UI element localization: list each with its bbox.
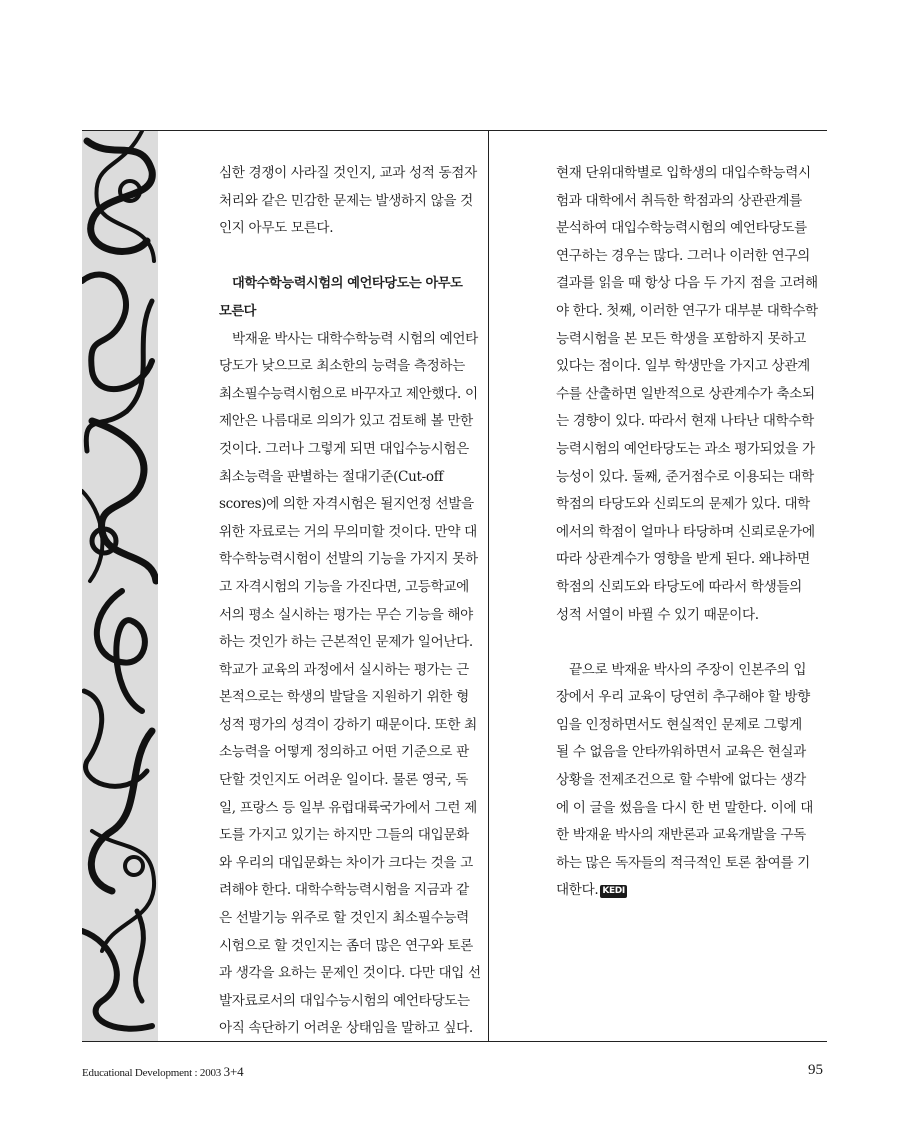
section-heading: 대학수학능력시험의 예언타당도는 아무도 — [232, 276, 463, 292]
body-line: 고 자격시험의 기능을 가진다면, 고등학교에 — [219, 578, 469, 595]
body-line: 아직 속단하기 어려운 상태임을 말하고 싶다. — [219, 1020, 473, 1037]
body-line: 도를 가지고 있기는 하지만 그들의 대입문화 — [219, 827, 469, 844]
paragraph-gap — [556, 629, 812, 657]
paragraph-gap — [219, 243, 472, 271]
left-column — [219, 160, 481, 1043]
issue-number: 3+4 — [223, 1064, 244, 1079]
body-line: 학점의 타당도와 신뢰도의 문제가 있다. 대학 — [556, 496, 810, 513]
body-text: 대한다. — [556, 882, 599, 899]
body-line: 결과를 읽을 때 항상 다음 두 가지 점을 고려해 — [556, 275, 818, 292]
body-line: 끝으로 박재윤 박사의 주장이 인본주의 입 — [569, 661, 807, 678]
top-rule — [82, 130, 827, 131]
body-line: 서의 평소 실시하는 평가는 무슨 기능을 해야 — [219, 606, 473, 623]
body-line: 한 박재윤 박사의 재반론과 교육개발을 구독 — [556, 827, 806, 844]
page-number: 95 — [808, 1062, 823, 1078]
body-line: 소능력을 어떻게 정의하고 어떤 기준으로 판 — [219, 744, 469, 761]
body-line: 최소필수능력시험으로 바꾸자고 제안했다. 이 — [219, 385, 478, 402]
body-line: 능성이 있다. 둘째, 준거점수로 이용되는 대학 — [556, 468, 814, 485]
body-line: 당도가 낮으므로 최소한의 능력을 측정하는 — [219, 358, 465, 375]
body-line: 능력시험을 본 모든 학생을 포함하지 못하고 — [556, 330, 806, 347]
body-line: 는 경향이 있다. 따라서 현재 나타난 대학수학 — [556, 413, 814, 430]
body-line: 단할 것인지도 어려운 일이다. 물론 영국, 독 — [219, 772, 469, 789]
body-line: 본적으로는 학생의 발달을 지원하기 위한 형 — [219, 689, 469, 706]
journal-name: Educational Development : 2003 — [82, 1067, 222, 1079]
right-column — [556, 160, 818, 905]
body-line: 박재윤 박사는 대학수학능력 시험의 예언타 — [232, 330, 478, 347]
body-line: 임을 인정하면서도 현실적인 문제로 그렇게 — [556, 716, 802, 733]
body-line: 성적 평가의 성격이 강하기 때문이다. 또한 최 — [219, 716, 477, 733]
body-line: 은 선발기능 위주로 할 것인지 최소필수능력 — [219, 910, 469, 927]
body-line: 학수학능력시험이 선발의 기능을 가지지 못하 — [219, 551, 478, 568]
body-line: 따라 상관계수가 영향을 받게 된다. 왜냐하면 — [556, 551, 810, 568]
body-line: 시험으로 할 것인지는 좀더 많은 연구와 토론 — [219, 937, 473, 954]
body-line: 험과 대학에서 취득한 학점과의 상관관계를 — [556, 192, 802, 209]
body-line: 최소능력을 판별하는 절대기준(Cut-off — [219, 468, 444, 485]
body-line: 것이다. 그러나 그렇게 되면 대입수능시험은 — [219, 440, 469, 457]
body-line: 수를 산출하면 일반적으로 상관계수가 축소되 — [556, 385, 815, 402]
body-line: 학교가 교육의 과정에서 실시하는 평가는 근 — [219, 661, 469, 678]
body-line: 분석하여 대입수학능력시험의 예언타당도를 — [556, 220, 807, 237]
body-line: 상황을 전제조건으로 할 수밖에 없다는 생각 — [556, 772, 806, 789]
body-line-last — [556, 877, 812, 905]
body-line: 에서의 학점이 얼마나 타당하며 신뢰로운가에 — [556, 523, 815, 540]
body-line: 될 수 없음을 안타까워하면서 교육은 현실과 — [556, 744, 806, 761]
section-heading: 모른다 — [219, 303, 257, 319]
body-line: 심한 경쟁이 사라질 것인지, 교과 성적 동점자 — [219, 165, 477, 181]
body-line: 성적 서열이 바뀔 수 있기 때문이다. — [556, 606, 759, 623]
body-line: 일, 프랑스 등 일부 유럽대륙국가에서 그런 제 — [219, 799, 477, 816]
running-footer — [82, 1064, 243, 1080]
kedi-end-mark: KEDI — [602, 886, 625, 897]
body-line: 하는 많은 독자들의 적극적인 토론 참여를 기 — [556, 854, 810, 871]
column-divider — [488, 131, 489, 1041]
body-line: 야 한다. 첫째, 이러한 연구가 대부분 대학수학 — [556, 302, 818, 319]
body-line: 하는 것인가 하는 근본적인 문제가 일어난다. — [219, 634, 473, 651]
body-line: 처리와 같은 민감한 문제는 발생하지 않을 것 — [219, 192, 473, 209]
body-line: 연구하는 경우는 많다. 그러나 이러한 연구의 — [556, 247, 810, 264]
body-line: 와 우리의 대입문화는 차이가 크다는 것을 고 — [219, 854, 473, 871]
body-line: 능력시험의 예언타당도는 과소 평가되었을 가 — [556, 440, 815, 457]
decorative-calligraphy-art — [82, 131, 158, 1041]
body-line: 인지 아무도 모른다. — [219, 220, 334, 237]
body-line: 학점의 신뢰도와 타당도에 따라서 학생들의 — [556, 578, 802, 595]
body-line: 위한 자료로는 거의 무의미할 것이다. 만약 대 — [219, 523, 477, 540]
body-line: 에 이 글을 썼음을 다시 한 번 말한다. 이에 대 — [556, 799, 813, 816]
body-line: 과 생각을 요하는 문제인 것이다. 다만 대입 선 — [219, 965, 481, 982]
body-line: scores)에 의한 자격시험은 될지언정 선발을 — [219, 496, 474, 513]
body-line: 있다는 점이다. 일부 학생만을 가지고 상관계 — [556, 358, 810, 375]
body-line: 장에서 우리 교육이 당연히 추구해야 할 방향 — [556, 689, 810, 706]
body-line: 려해야 한다. 대학수학능력시험을 지금과 같 — [219, 882, 469, 899]
body-line: 현재 단위대학별로 입학생의 대입수학능력시 — [556, 165, 811, 181]
body-line: 제안은 나름대로 의의가 있고 검토해 볼 만한 — [219, 413, 473, 430]
body-line: 발자료로서의 대입수능시험의 예언타당도는 — [219, 992, 470, 1009]
